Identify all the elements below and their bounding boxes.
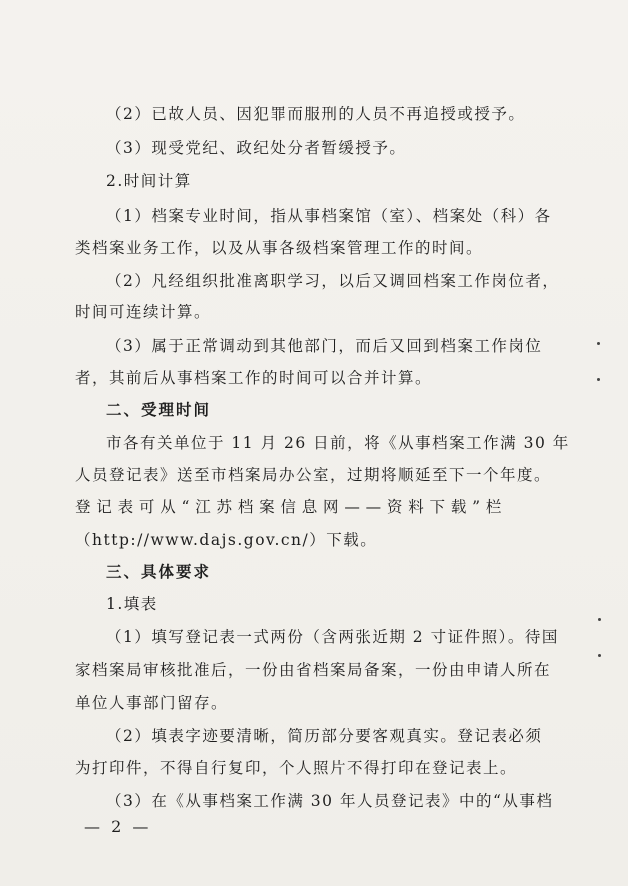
text-line-6: （2）凡经组织批准离职学习，以后又调回档案工作岗位者， [106,272,560,290]
text-line-11: 市各有关单位于 11 月 26 日前，将《从事档案工作满 30 年 [106,434,570,452]
section-subheading-fill: 1.填表 [106,595,158,613]
scan-speck [598,618,601,621]
text-line-12: 人员登记表》送至市档案局办公室，过期将顺延至下一个年度。 [75,466,552,484]
text-line-1: （2）已故人员、因犯罪而服刑的人员不再追授或授予。 [106,105,526,123]
text-line-9: 者，其前后从事档案工作的时间可以合并计算。 [75,369,433,387]
scan-speck [598,654,601,657]
text-line-13: 登记表可从“江苏档案信息网——资料下载”栏 [75,498,508,516]
text-line-18: 家档案局审核批准后，一份由省档案局备案，一份由申请人所在 [75,661,552,679]
text-line-2: （3）现受党纪、政纪处分者暂缓授予。 [106,139,407,157]
text-line-14: （http://www.dajs.gov.cn/）下载。 [75,531,378,549]
scan-speck [597,342,600,345]
text-line-5: 类档案业务工作，以及从事各级档案管理工作的时间。 [75,239,484,257]
text-line-21: 为打印件，不得自行复印，个人照片不得打印在登记表上。 [75,759,518,777]
text-line-20: （2）填表字迹要清晰，简历部分要客观真实。登记表必须 [106,727,543,745]
section-subheading-time: 2.时间计算 [106,172,192,190]
scan-speck [597,378,600,381]
text-line-4: （1）档案专业时间，指从事档案馆（室）、档案处（科）各 [106,207,552,225]
text-line-19: 单位人事部门留存。 [75,694,229,712]
text-line-17: （1）填写登记表一式两份（含两张近期 2 寸证件照）。待国 [106,628,559,646]
section-heading-acceptance-time: 二、受理时间 [106,401,212,419]
text-line-7: 时间可连续计算。 [75,303,212,321]
text-line-8: （3）属于正常调动到其他部门，而后又回到档案工作岗位 [106,337,543,355]
text-line-22: （3）在《从事档案工作满 30 年人员登记表》中的“从事档 [106,792,554,810]
section-heading-requirements: 三、具体要求 [106,563,212,581]
page-number: — 2 — [84,817,152,836]
